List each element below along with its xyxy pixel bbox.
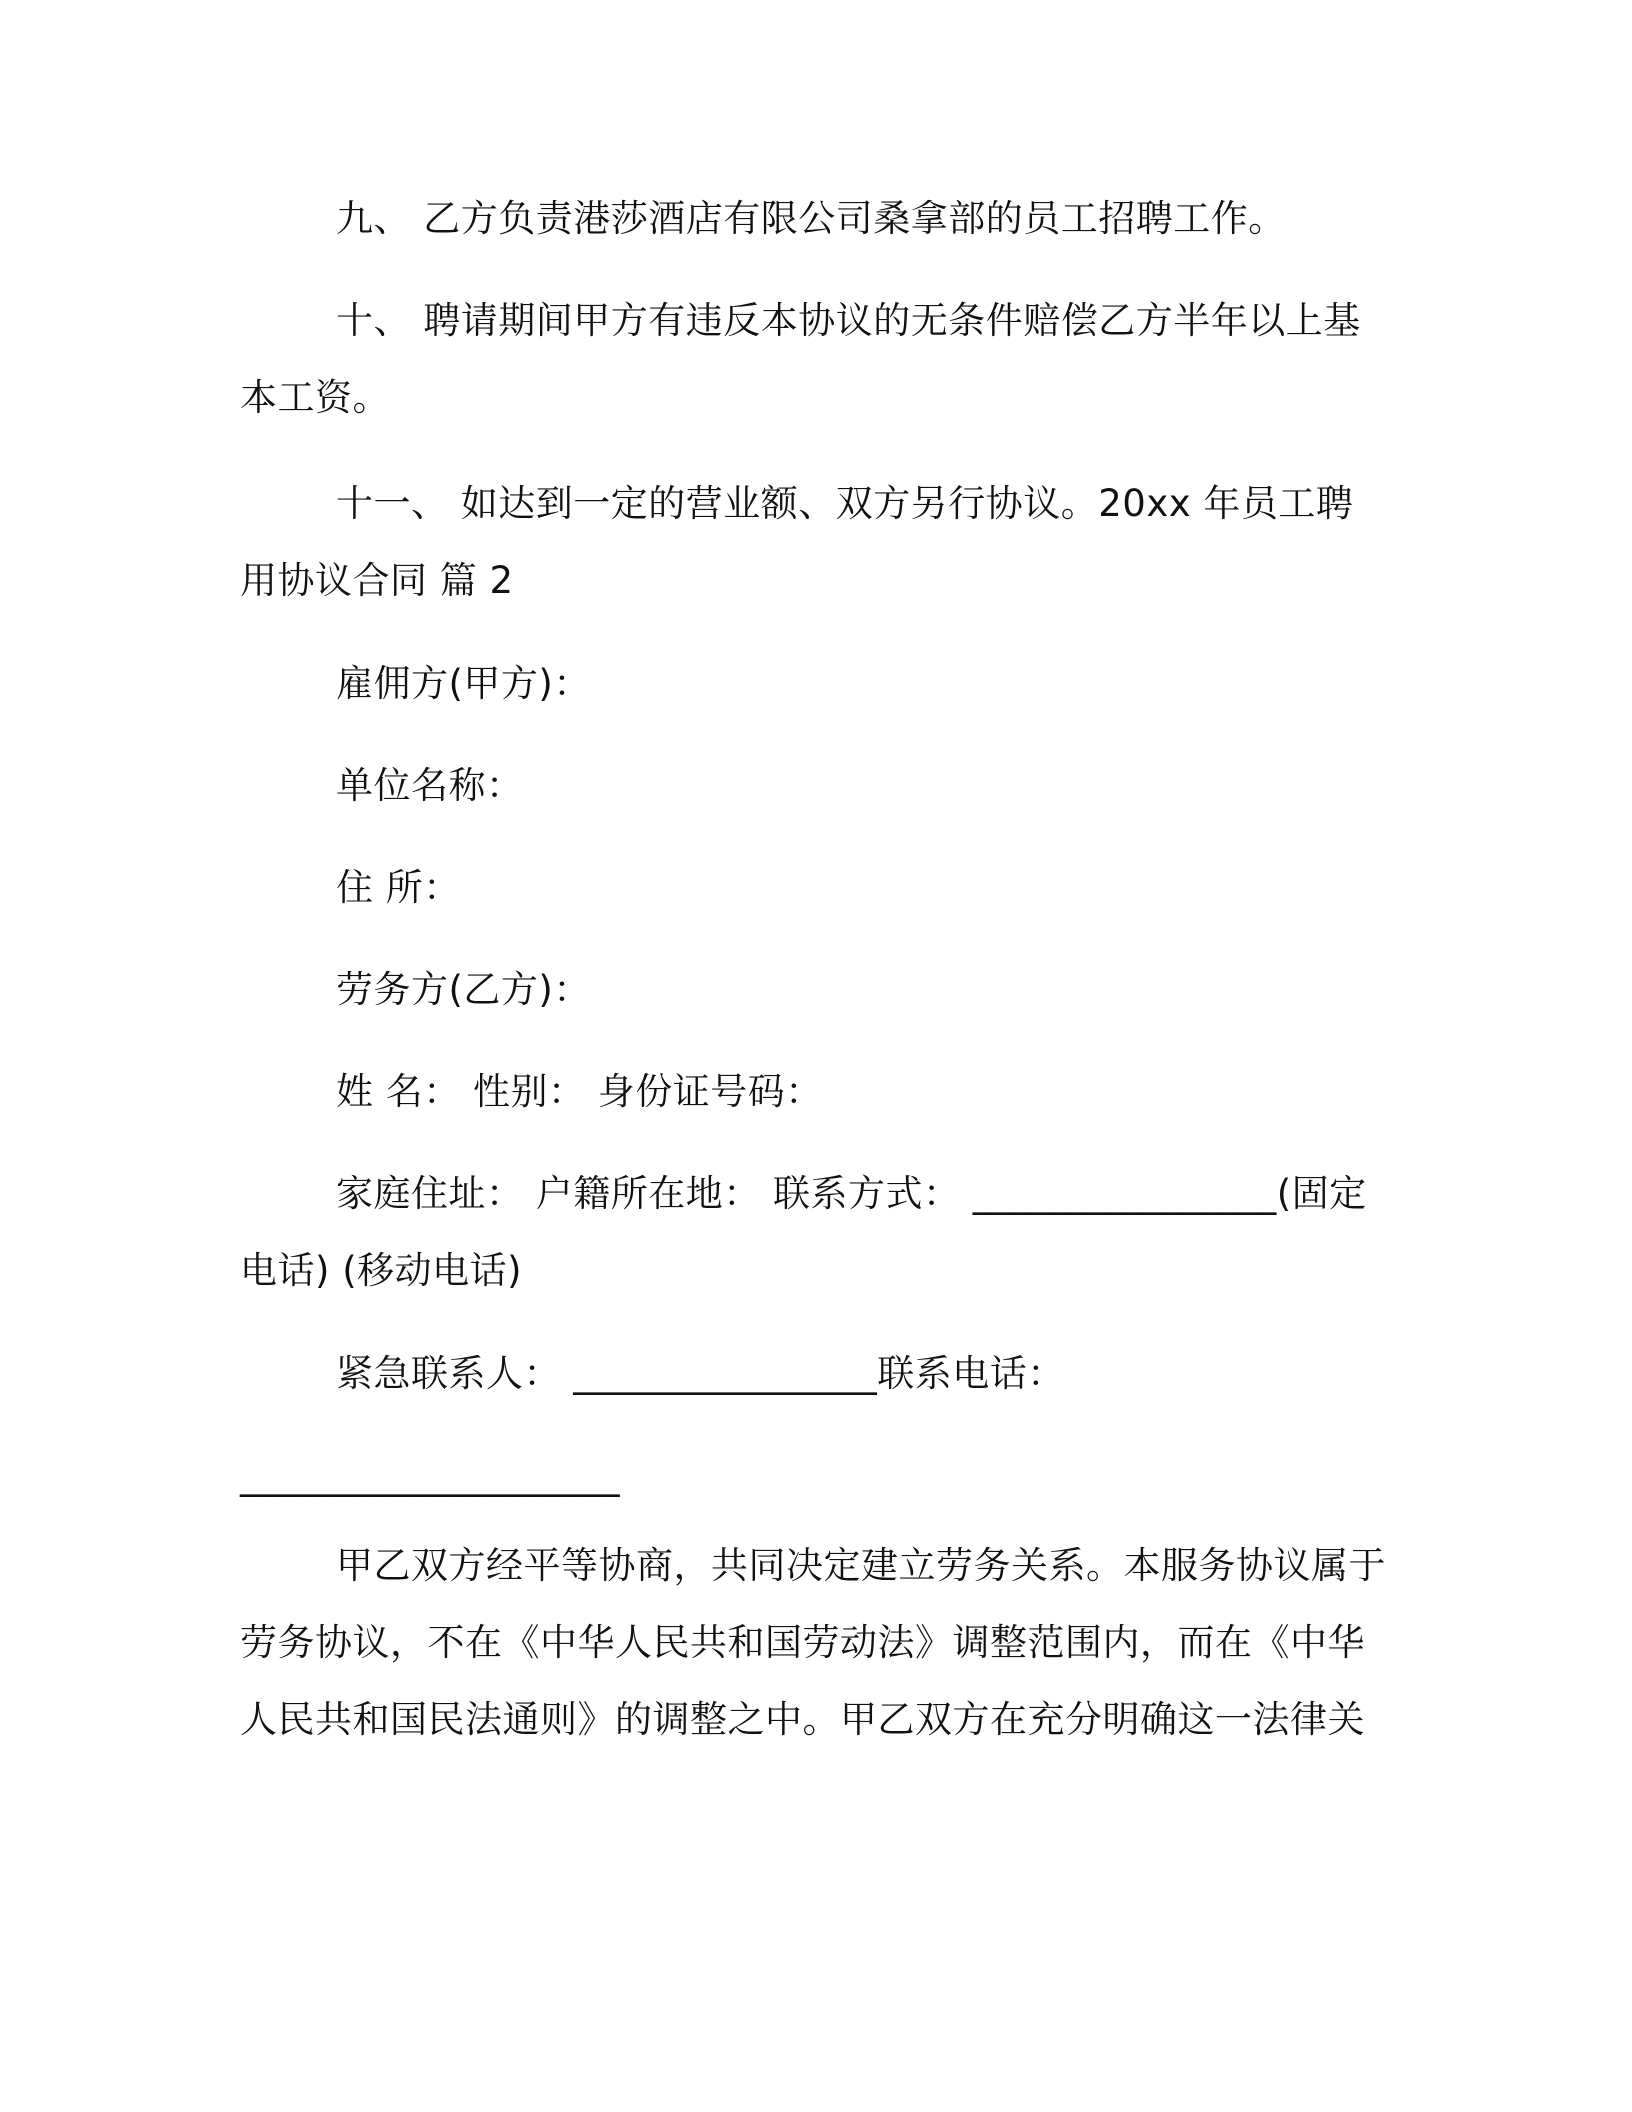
clause-10: 十、 聘请期间甲方有违反本协议的无条件赔偿乙方半年以上基本工资。 (240, 299, 1361, 419)
address-label: 住 所： (336, 866, 461, 909)
clause-9: 九、 乙方负责港莎酒店有限公司桑拿部的员工招聘工作。 (336, 197, 1286, 240)
clause-11-and-section-title: 十一、 如达到一定的营业额、双方另行协议。20xx 年员工聘用协议合同 篇 2 (240, 482, 1354, 602)
personal-info-line: 姓 名： 性别： 身份证号码： (336, 1070, 823, 1113)
emergency-contact-line: 紧急联系人： ________________联系电话： (336, 1352, 1065, 1395)
worker-label: 劳务方(乙方)： (336, 968, 591, 1011)
employer-label: 雇佣方(甲方)： (336, 662, 591, 705)
company-name-label: 单位名称： (336, 764, 524, 807)
blank-phone-line: ____________________ (240, 1454, 620, 1497)
agreement-paragraph: 甲乙双方经平等协商，共同决定建立劳务关系。本服务协议属于劳务协议，不在《中华人民共和国劳动法》调整范围内，而在《中华人民共和国民法通则》的调整之中。甲乙双方在充分明确这一法律关 (240, 1544, 1386, 1741)
contact-info-line: 家庭住址： 户籍所在地： 联系方式： ________________(固定电话) (移动电话) (240, 1172, 1367, 1292)
